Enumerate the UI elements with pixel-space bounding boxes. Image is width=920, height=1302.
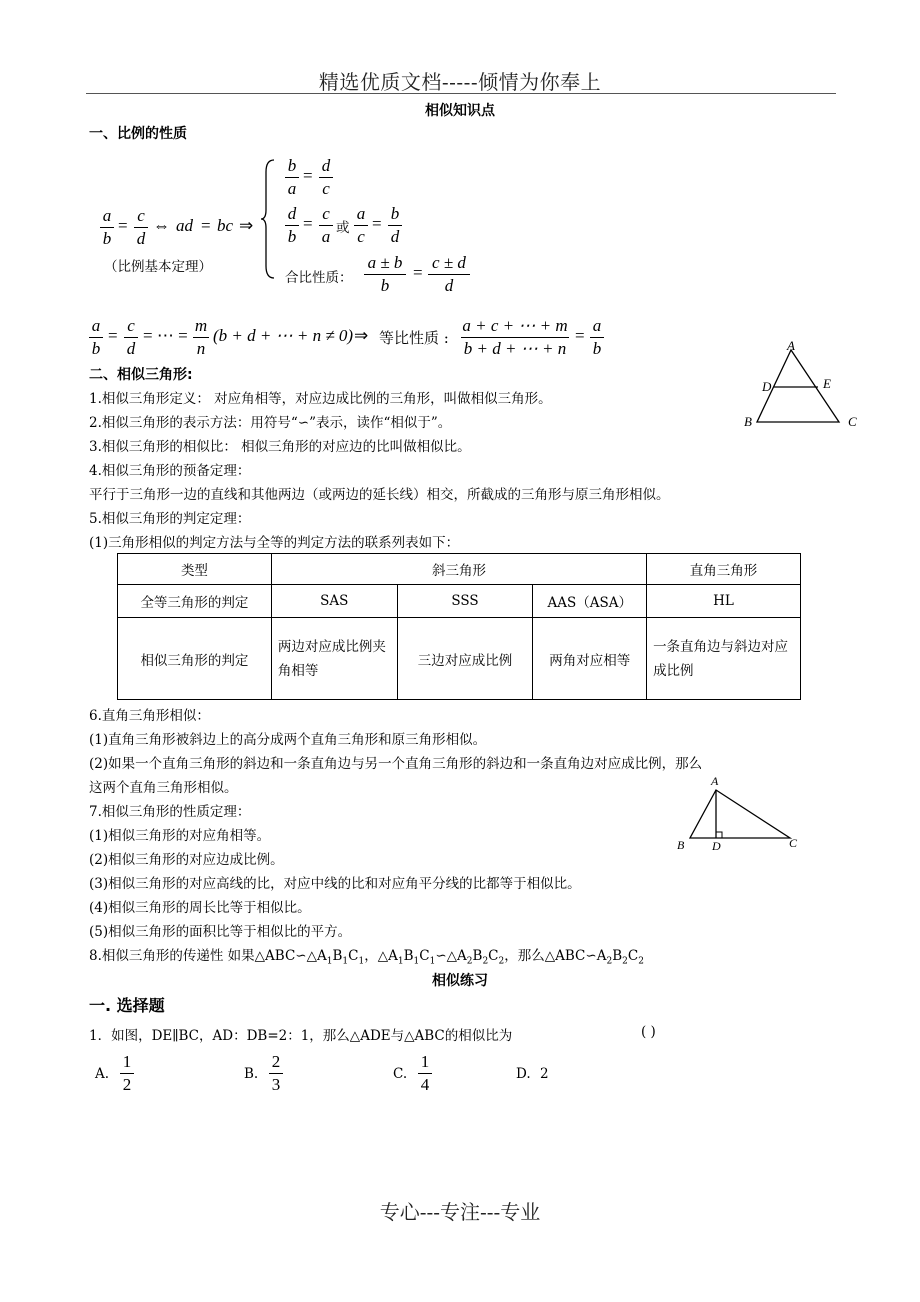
option-a-label: A. [95, 1066, 110, 1082]
rt-line-2: (1)直角三角形被斜边上的高分成两个直角三角形和原三角形相似。 [89, 732, 487, 748]
question-1-paren: ( ) [641, 1024, 656, 1040]
table-cell: SSS [397, 585, 533, 618]
option-c-den: 4 [420, 1075, 430, 1094]
prop-line-6: (5)相似三角形的面积比等于相似比的平方。 [89, 924, 352, 940]
rt-line-4: 这两个直角三角形相似。 [89, 780, 238, 796]
section2-heading: 二、相似三角形: [89, 367, 193, 383]
table-cell: HL [647, 585, 801, 618]
header-rule [86, 93, 836, 94]
fig2-label-c: C [789, 836, 798, 850]
table-cell: 斜三角形 [271, 554, 646, 585]
exercise-title: 相似练习 [432, 973, 488, 989]
table-cell: 三边对应成比例 [397, 618, 533, 700]
fig1-label-c: C [848, 414, 857, 429]
table-cell: 一条直角边与斜边对应成比例 [647, 618, 801, 700]
or-word: 或 [336, 220, 350, 236]
right-triangle-altitude-figure [670, 770, 805, 855]
option-b-den: 3 [271, 1075, 281, 1094]
page-footer: 专心---专注---专业 [379, 1200, 541, 1224]
table-header-row [118, 554, 801, 585]
table-cell: 相似三角形的判定 [118, 618, 272, 700]
def-line-4: 4.相似三角形的预备定理： [89, 463, 251, 479]
prop-line-2: (1)相似三角形的对应角相等。 [89, 828, 271, 844]
comparison-table [117, 553, 801, 700]
def-line-3: 3.相似三角形的相似比： 相似三角形的对应边的比叫做相似比。 [89, 439, 471, 455]
option-d-label: D. [516, 1066, 531, 1082]
table-cell: SAS [271, 585, 397, 618]
transitivity-line: 8.相似三角形的传递性 如果$\triangle ABC∽\triangle A_1B_1C_1$，$\triangle A_1B_1C_1∽\triangle A_2B_2C_2$，那么$\triangle ABC∽A_2B_2C_2$ [89, 948, 644, 967]
page-header: 精选优质文档-----倾情为你奉上 [318, 70, 602, 94]
def-line-1: 1.相似三角形定义： 对应角相等，对应边成比例的三角形，叫做相似三角形。 [89, 391, 552, 407]
rt-line-3: (2)如果一个直角三角形的斜边和一条直角边与另一个直角三角形的斜边和一条直角边对应成比例，那么 [89, 756, 703, 772]
table-row [118, 618, 801, 700]
rt-line-1: 6.直角三角形相似： [89, 708, 210, 724]
options-row [95, 1052, 555, 1100]
dengbi-formula: a b = c d = ⋯ = m n (b + d + ⋯ + n ≠ 0) ⇒ 等比性质 : a + c + ⋯ + m b + d + ⋯ + n = a b [89, 316, 629, 364]
table-cell: 两边对应成比例夹角相等 [271, 618, 397, 700]
prop-line-4: (3)相似三角形的对应高线的比，对应中线的比和对应角平分线的比都等于相似比。 [89, 876, 581, 892]
option-c-label: C. [393, 1066, 408, 1082]
section1-heading: 一、比例的性质 [89, 126, 187, 142]
table-cell: 类型 [118, 554, 272, 585]
option-d-value: 2 [540, 1066, 549, 1082]
table-cell: AAS（ASA） [533, 585, 647, 618]
option-b-num: 2 [271, 1052, 281, 1071]
def-line-5: 平行于三角形一边的直线和其他两边（或两边的延长线）相交，所截成的三角形与原三角形相似。 [89, 487, 670, 503]
table-cell: 全等三角形的判定 [118, 585, 272, 618]
def-line-6: 5.相似三角形的判定定理： [89, 511, 251, 527]
prop-line-1: 7.相似三角形的性质定理： [89, 804, 251, 820]
table-cell: 两角对应相等 [533, 618, 647, 700]
question-1: 1．如图，DE∥BC，AD：DB=2：1，那么△ADE与△ABC的相似比为 [89, 1028, 513, 1044]
fig2-label-b: B [677, 838, 685, 852]
table-cell: 直角三角形 [647, 554, 801, 585]
option-b-label: B. [244, 1066, 259, 1082]
proportion-formula: a b = c d ⇔ ad = bc ⇒ b a = d c d b = c a 或 a c = b d 合比性质： a ± b b = c ± d d [100, 156, 480, 306]
option-a-num: 1 [122, 1052, 132, 1071]
brace-icon [260, 158, 276, 280]
prop-line-3: (2)相似三角形的对应边成比例。 [89, 852, 284, 868]
fig1-label-d: D [762, 379, 772, 394]
option-a-den: 2 [122, 1075, 132, 1094]
def-line-2: 2.相似三角形的表示方法：用符号“∽”表示，读作“相似于”。 [89, 415, 452, 431]
option-c-num: 1 [420, 1052, 430, 1071]
doc-title: 相似知识点 [425, 103, 495, 119]
prop-line-5: (4)相似三角形的周长比等于相似比。 [89, 900, 311, 916]
def-line-7: (1)三角形相似的判定方法与全等的判定方法的联系列表如下： [89, 535, 460, 551]
fig1-label-a: A [787, 338, 795, 353]
fig2-label-d: D [712, 839, 721, 853]
fig1-label-b: B [744, 414, 752, 429]
hebi-label: 合比性质： [285, 270, 353, 286]
fig2-label-a: A [711, 774, 719, 788]
triangle-de-bc-figure [740, 338, 865, 433]
table-row [118, 585, 801, 618]
dengbi-label: 等比性质 : [379, 329, 449, 347]
fig1-label-e: E [823, 376, 831, 391]
theorem-note: （比例基本定理） [104, 259, 212, 275]
exercise-heading: 一. 选择题 [89, 996, 165, 1015]
